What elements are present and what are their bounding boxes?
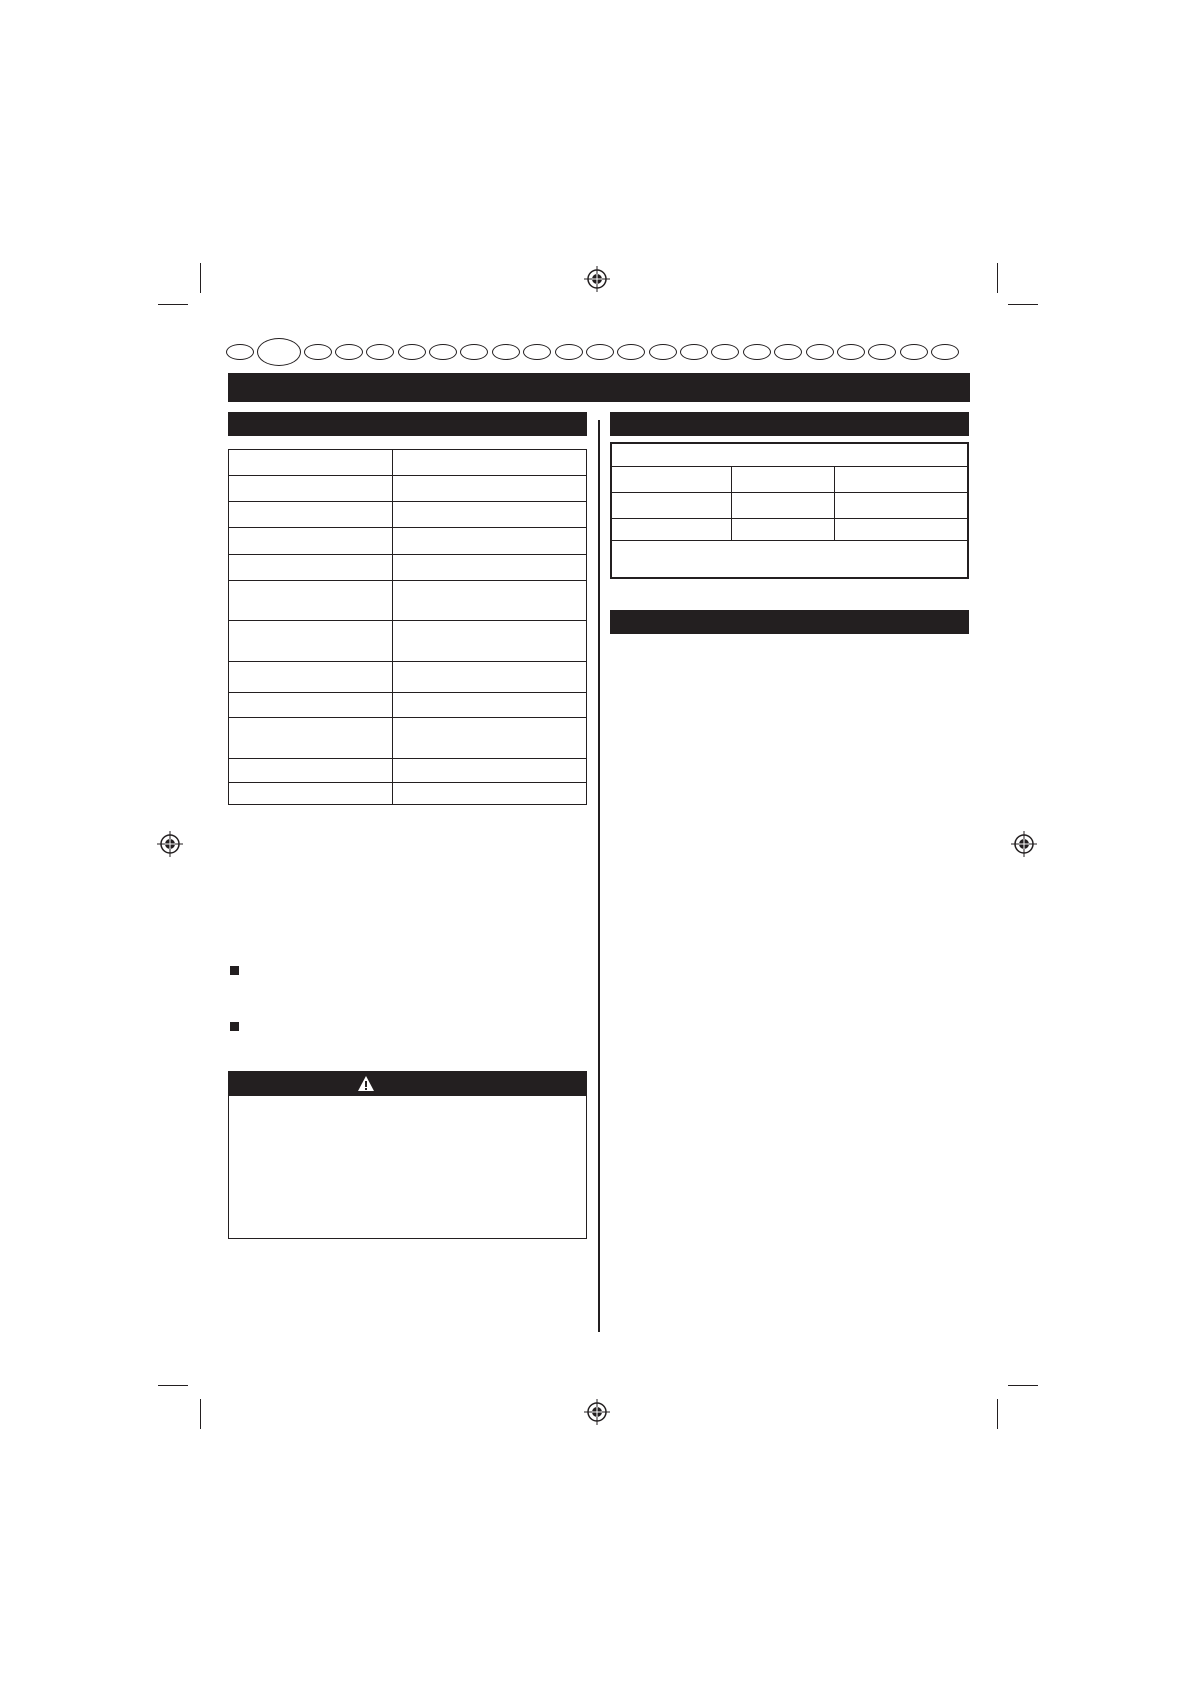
- table-cell: [229, 783, 393, 805]
- crop-mark-bottom-left-horizontal: [158, 1385, 188, 1386]
- table-cell: [229, 476, 393, 502]
- warning-box: [228, 1071, 587, 1239]
- table-row: [612, 492, 967, 519]
- language-tab[interactable]: [649, 344, 677, 360]
- language-tab[interactable]: [931, 344, 959, 360]
- language-tab[interactable]: [226, 344, 254, 360]
- table-row: [229, 450, 587, 476]
- language-tab[interactable]: [429, 344, 457, 360]
- language-tab[interactable]: [523, 344, 551, 360]
- warning-triangle-icon: [357, 1075, 375, 1092]
- section-header-specifications: [228, 412, 587, 436]
- table-row: [229, 476, 587, 502]
- crop-mark-bottom-right-vertical: [997, 1399, 998, 1429]
- crop-mark-bottom-left-vertical: [200, 1399, 201, 1429]
- crop-mark-top-left-horizontal: [158, 304, 188, 305]
- crop-mark-top-right-horizontal: [1008, 304, 1038, 305]
- table-row: [229, 502, 587, 528]
- language-tab[interactable]: [774, 344, 802, 360]
- language-tab[interactable]: [398, 344, 426, 360]
- table-cell: [393, 502, 587, 528]
- table-cell: [393, 555, 587, 581]
- table-row: [229, 693, 587, 718]
- table-row: [229, 718, 587, 759]
- table-cell: [229, 662, 393, 693]
- table-cell: [393, 581, 587, 621]
- language-tab-active[interactable]: [257, 338, 301, 366]
- page-title-bar: [228, 373, 970, 402]
- registration-mark-icon: [584, 1399, 610, 1425]
- crop-mark-top-right-vertical: [997, 263, 998, 293]
- table-cell: [229, 581, 393, 621]
- language-tab[interactable]: [555, 344, 583, 360]
- registration-mark-icon: [1011, 831, 1037, 857]
- language-tab[interactable]: [680, 344, 708, 360]
- right-table: [610, 442, 969, 579]
- language-tab[interactable]: [837, 344, 865, 360]
- language-tab[interactable]: [711, 344, 739, 360]
- crop-mark-top-left-vertical: [200, 263, 201, 293]
- table-cell: [229, 450, 393, 476]
- section-header-right-top: [610, 412, 969, 436]
- specifications-table: [228, 449, 587, 805]
- table-cell: [393, 528, 587, 555]
- crop-mark-bottom-right-horizontal: [1008, 1385, 1038, 1386]
- table-column-divider: [731, 466, 732, 541]
- table-cell: [229, 718, 393, 759]
- language-tabs: [226, 338, 970, 366]
- table-row: [612, 518, 967, 541]
- table-cell: [393, 693, 587, 718]
- language-tab[interactable]: [492, 344, 520, 360]
- registration-mark-icon: [584, 266, 610, 292]
- table-row: [229, 581, 587, 621]
- table-cell: [393, 718, 587, 759]
- language-tab[interactable]: [868, 344, 896, 360]
- table-cell: [393, 759, 587, 783]
- table-row: [229, 528, 587, 555]
- language-tab[interactable]: [617, 344, 645, 360]
- table-cell: [229, 555, 393, 581]
- table-row: [229, 783, 587, 805]
- language-tab[interactable]: [335, 344, 363, 360]
- table-row: [612, 444, 967, 467]
- table-cell: [393, 476, 587, 502]
- table-column-divider: [834, 466, 835, 541]
- table-row: [229, 759, 587, 783]
- language-tab[interactable]: [460, 344, 488, 360]
- table-cell: [229, 759, 393, 783]
- section-header-right-middle: [610, 610, 969, 634]
- table-cell: [393, 662, 587, 693]
- registration-mark-icon: [157, 831, 183, 857]
- table-cell: [393, 783, 587, 805]
- table-row: [229, 555, 587, 581]
- table-row: [229, 621, 587, 662]
- warning-header: [229, 1072, 586, 1096]
- language-tab[interactable]: [743, 344, 771, 360]
- column-divider: [598, 420, 600, 1332]
- language-tab[interactable]: [586, 344, 614, 360]
- table-row: [612, 466, 967, 493]
- table-cell: [393, 621, 587, 662]
- table-cell: [229, 502, 393, 528]
- language-tab[interactable]: [806, 344, 834, 360]
- table-cell: [229, 621, 393, 662]
- square-bullet-icon: [230, 966, 239, 975]
- table-cell: [229, 693, 393, 718]
- table-cell: [229, 528, 393, 555]
- language-tab[interactable]: [366, 344, 394, 360]
- square-bullet-icon: [230, 1022, 239, 1031]
- table-row: [229, 662, 587, 693]
- language-tab[interactable]: [900, 344, 928, 360]
- language-tab[interactable]: [304, 344, 332, 360]
- table-cell: [393, 450, 587, 476]
